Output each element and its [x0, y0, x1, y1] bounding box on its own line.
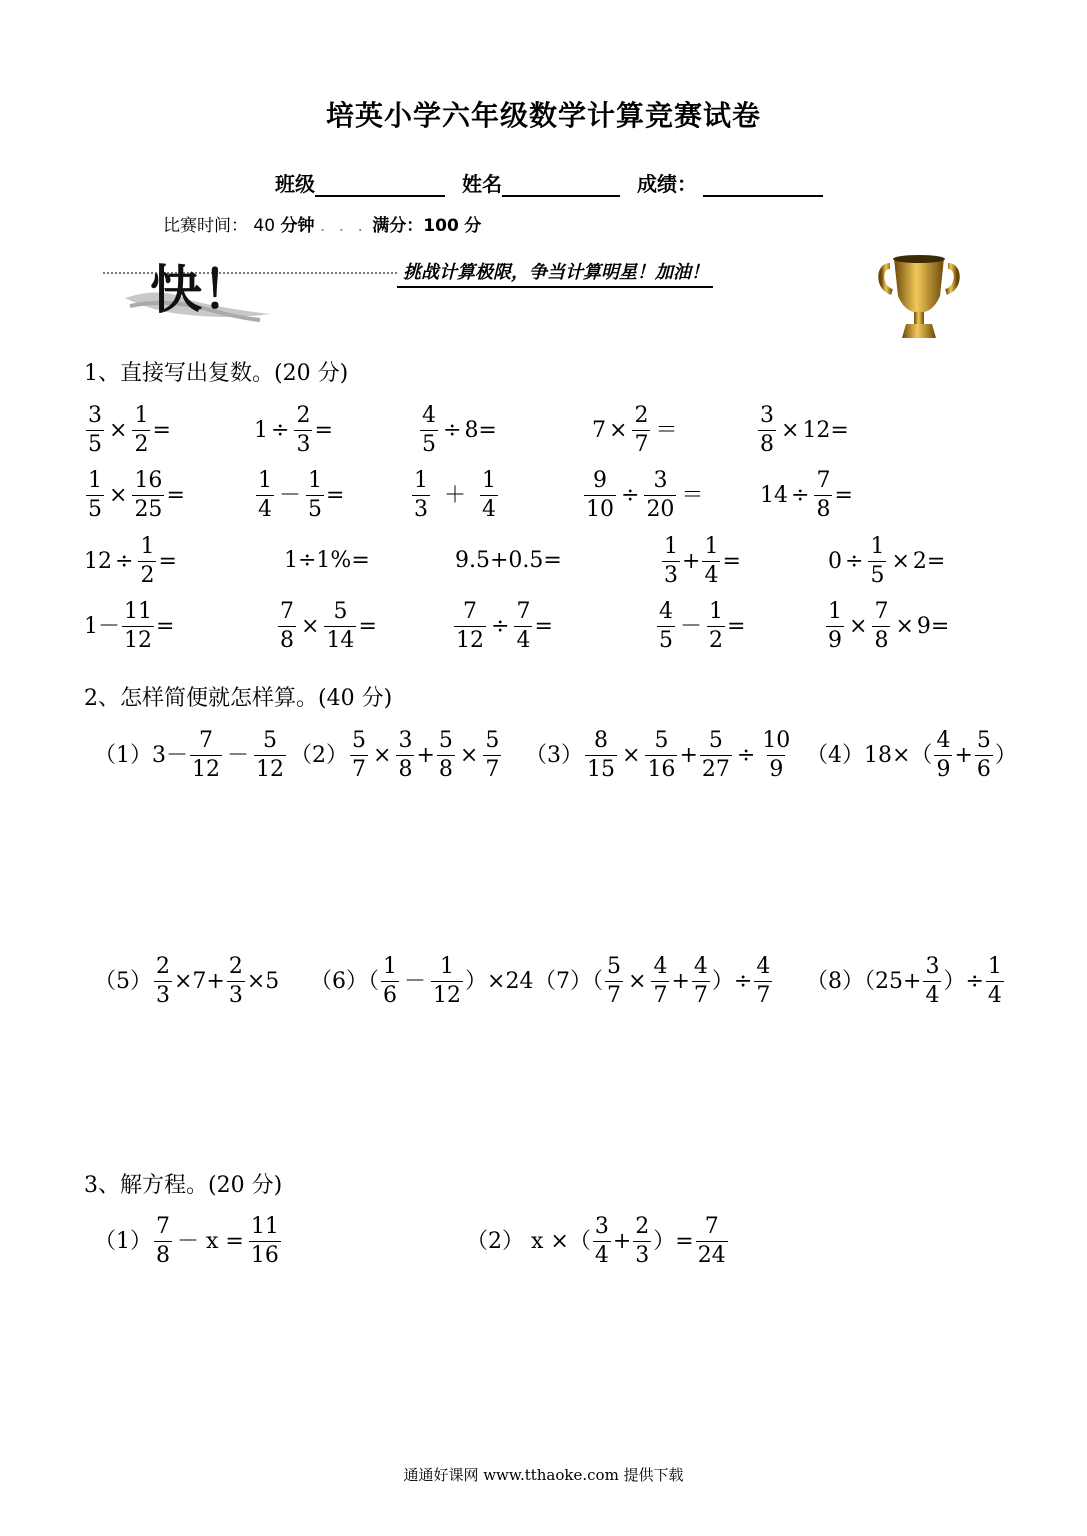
problem-2-6: （6）（ $\frac{1}{6}$ － $\frac{1}{12}$ ）×24	[310, 954, 534, 1008]
name-label: 姓名	[462, 172, 502, 196]
class-blank[interactable]	[315, 173, 445, 197]
problem-1-7: $\frac{1}{4}$ － $\frac{1}{5}$ =	[258, 468, 345, 522]
problem-1-6: $\frac{1}{5}$ × $\frac{16}{25}$ =	[88, 468, 185, 522]
equation-2: （2） x ×（ $\frac{3}{4}$ + $\frac{2}{3}$ ）= $\frac{7}{24}$	[466, 1214, 726, 1268]
problem-1-3: $\frac{4}{5}$ ÷ 8=	[422, 403, 497, 457]
time-minutes: 40	[253, 216, 276, 236]
problem-1-17: $\frac{7}{8}$ × $\frac{5}{14}$ =	[280, 599, 377, 653]
section-2-heading: 2、怎样简便就怎样算。(40 分)	[84, 686, 393, 711]
full-label: 满分：	[372, 216, 424, 236]
problem-1-12: 1÷1%=	[284, 548, 370, 573]
score-blank[interactable]	[703, 173, 823, 197]
problem-2-1: （1）3－ $\frac{7}{12}$ － $\frac{5}{12}$	[94, 728, 285, 782]
score-label: 成绩：	[637, 172, 697, 196]
problem-1-9: $\frac{9}{10}$ ÷ $\frac{3}{20}$ ＝	[586, 468, 704, 522]
problem-1-13: 9.5+0.5=	[455, 548, 562, 573]
problem-1-2: 1 ÷ $\frac{2}{3}$ =	[254, 403, 333, 457]
problem-1-1: $\frac{3}{5}$ × $\frac{1}{2}$ =	[88, 403, 171, 457]
problem-2-5: （5） $\frac{2}{3}$ ×7+ $\frac{2}{3}$ ×5	[94, 954, 280, 1008]
problem-1-14: $\frac{1}{3}$ + $\frac{1}{4}$ =	[664, 534, 741, 588]
section-1-heading: 1、直接写出复数。(20 分)	[84, 361, 349, 386]
problem-2-8: （8）（25+ $\frac{3}{4}$ ）÷ $\frac{1}{4}$	[806, 954, 1002, 1008]
problem-1-5: $\frac{3}{8}$ × 12=	[760, 403, 849, 457]
class-field[interactable]	[275, 168, 445, 197]
exam-time: 比赛时间： 40 分钟 . . . 满分：100 分	[163, 216, 482, 236]
problem-2-3: （3） $\frac{8}{15}$ × $\frac{5}{16}$ + $\frac{5}{27}$ ÷ $\frac{10}{9}$	[525, 728, 791, 782]
score-field[interactable]	[637, 168, 823, 197]
class-label: 班级	[275, 172, 315, 196]
kuai-logo	[120, 248, 280, 328]
problem-2-4: （4）18×（ $\frac{4}{9}$ + $\frac{5}{6}$ ）	[806, 728, 1017, 782]
slogan: 挑战计算极限，争当计算明星！加油！	[397, 258, 713, 288]
problem-1-11: 12 ÷ $\frac{1}{2}$ =	[84, 534, 177, 588]
equation-1: （1） $\frac{7}{8}$ － x = $\frac{11}{16}$	[94, 1214, 279, 1268]
page-title: 培英小学六年级数学计算竞赛试卷	[325, 99, 761, 132]
time-label: 比赛时间：	[163, 216, 248, 236]
problem-2-2: （2） $\frac{5}{7}$ × $\frac{3}{8}$ + $\frac{5}{8}$ × $\frac{5}{7}$	[290, 728, 500, 782]
name-blank[interactable]	[502, 173, 620, 197]
name-field[interactable]	[462, 168, 620, 197]
full-unit: 分	[464, 216, 482, 236]
footer-credit: 通通好课网 www.tthaoke.com 提供下载	[403, 1466, 684, 1484]
problem-2-7: （7）（ $\frac{5}{7}$ × $\frac{4}{7}$ + $\frac{4}{7}$ ）÷ $\frac{4}{7}$	[534, 954, 771, 1008]
problem-1-15: 0 ÷ $\frac{1}{5}$ × 2=	[828, 534, 946, 588]
problem-1-16: 1－ $\frac{11}{12}$ =	[84, 599, 175, 653]
kuai-text: 快！	[150, 261, 255, 321]
problem-1-18: $\frac{7}{12}$ ÷ $\frac{7}{4}$ =	[456, 599, 553, 653]
section-3-heading: 3、解方程。(20 分)	[84, 1173, 283, 1198]
full-value: 100	[423, 216, 459, 236]
problem-1-19: $\frac{4}{5}$ － $\frac{1}{2}$ =	[659, 599, 746, 653]
problem-1-20: $\frac{1}{9}$ × $\frac{7}{8}$ × 9=	[828, 599, 950, 653]
problem-1-10: 14 ÷ $\frac{7}{8}$ =	[760, 468, 853, 522]
problem-1-8: $\frac{1}{3}$ ＋ $\frac{1}{4}$	[414, 468, 497, 522]
time-unit: 分钟	[280, 216, 315, 236]
trophy-icon	[876, 252, 962, 344]
problem-1-4: 7 × $\frac{2}{7}$ ＝	[592, 403, 678, 457]
